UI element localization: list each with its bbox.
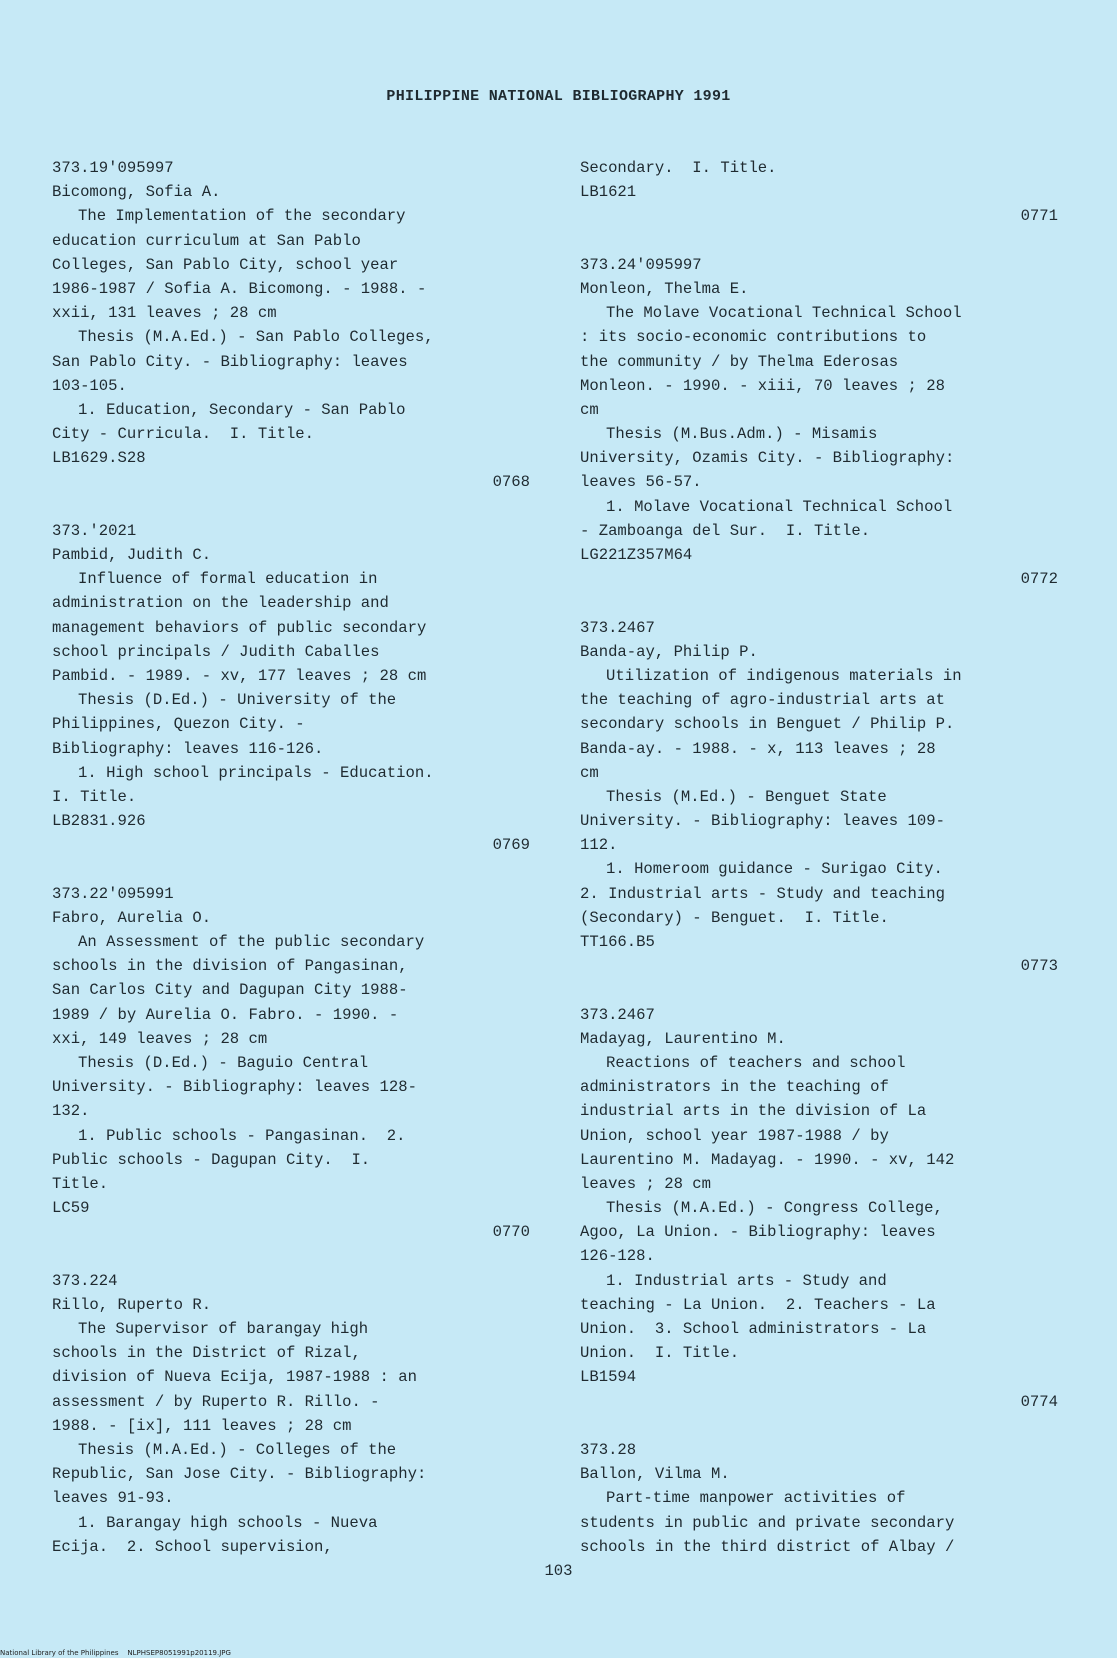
entry-line: 373.224 xyxy=(52,1271,118,1290)
entry-number: 0770 xyxy=(492,1223,530,1242)
entry-line: Public schools - Dagupan City. I. xyxy=(52,1150,371,1169)
entry-line: 2. Industrial arts - Study and teaching xyxy=(580,884,945,903)
entry-separator xyxy=(580,1414,1058,1438)
entry-line: Ballon, Vilma M. xyxy=(580,1465,730,1484)
footer-library: National Library of the Philippines xyxy=(0,1649,119,1657)
entry-line: 126-128. xyxy=(580,1247,655,1266)
entry-line: Madayag, Laurentino M. xyxy=(580,1029,786,1048)
entry-number: 0773 xyxy=(1020,957,1058,976)
entry-line: Laurentino M. Madayag. - 1990. - xv, 142 xyxy=(580,1150,955,1169)
entry-line: 1. Barangay high schools - Nueva xyxy=(78,1513,378,1532)
entry-line: The Supervisor of barangay high xyxy=(78,1320,369,1338)
entry-line: 1. Industrial arts - Study and xyxy=(606,1271,887,1290)
entry-line: management behaviors of public secondary xyxy=(52,618,427,637)
entry-line: education curriculum at San Pablo xyxy=(52,231,361,250)
entry-line: Monleon, Thelma E. xyxy=(580,279,749,298)
entry-line: Thesis (M.A.Ed.) - Colleges of the xyxy=(78,1440,397,1459)
entry-line: Title. xyxy=(52,1174,109,1193)
entry-line: Colleges, San Pablo City, school year xyxy=(52,255,399,274)
entry-line: Republic, San Jose City. - Bibliography: xyxy=(52,1465,427,1484)
entry-line: San Pablo City. - Bibliography: leaves xyxy=(52,352,408,371)
entry-line: 1. Public schools - Pangasinan. 2. xyxy=(78,1126,406,1145)
entry-line: Thesis (M.Bus.Adm.) - Misamis xyxy=(606,425,878,444)
entry-separator xyxy=(580,591,1058,615)
entry-line: Thesis (D.Ed.) - Baguio Central xyxy=(78,1053,369,1072)
entry-line: 112. xyxy=(580,836,618,855)
entry-line: Secondary. I. Title. xyxy=(580,159,777,177)
entry-line: administrators in the teaching of xyxy=(580,1078,889,1097)
entry-line: 1. Education, Secondary - San Pablo xyxy=(78,400,406,419)
entry-line: 1. Homeroom guidance - Surigao City. xyxy=(606,860,943,879)
entry-line: 1988. - [ix], 111 leaves ; 28 cm xyxy=(52,1416,352,1435)
scan-footer xyxy=(0,1649,231,1658)
entry-line: 373.24'095997 xyxy=(580,255,702,274)
entry-line: Union, school year 1987-1988 / by xyxy=(580,1126,889,1145)
entry-line: Bicomong, Sofia A. xyxy=(52,183,221,202)
entry-line: school principals / Judith Caballes xyxy=(52,642,380,661)
entry-line: secondary schools in Benguet / Philip P. xyxy=(580,715,955,734)
entry-line: leaves 56-57. xyxy=(580,473,702,492)
entry-line: 373.28 xyxy=(580,1440,637,1459)
entry-line: TT166.B5 xyxy=(580,933,655,951)
footer-file: NLPHSEP8051991p20119.JPG xyxy=(127,1649,231,1657)
entry-line: Union. I. Title. xyxy=(580,1344,740,1363)
entry-separator xyxy=(580,978,1058,1002)
entry-line: Pambid, Judith C. xyxy=(52,546,212,564)
entry-line: (Secondary) - Benguet. I. Title. xyxy=(580,908,889,927)
entry-line: 373.19'095997 xyxy=(52,159,174,177)
entry-line: Fabro, Aurelia O. xyxy=(52,908,212,927)
entry-line: 373.'2021 xyxy=(52,521,137,540)
entry-line: industrial arts in the division of La xyxy=(580,1102,927,1121)
entry-line: Bibliography: leaves 116-126. xyxy=(52,739,324,758)
entry-separator xyxy=(52,495,530,519)
entry-line: 373.2467 xyxy=(580,1005,655,1024)
entry-line: Thesis (D.Ed.) - University of the xyxy=(78,691,397,710)
entry-line: cm xyxy=(580,400,599,419)
entry-line: schools in the division of Pangasinan, xyxy=(52,957,408,976)
entry-line: 373.22'095991 xyxy=(52,884,174,903)
entry-line: Utilization of indigenous materials in xyxy=(606,666,962,685)
entry-separator xyxy=(52,1244,530,1268)
entry-line: Monleon. - 1990. - xiii, 70 leaves ; 28 xyxy=(580,376,945,395)
entry-line: The Molave Vocational Technical School xyxy=(606,304,962,323)
entry-line: students in public and private secondary xyxy=(580,1513,955,1532)
entry-line: 103-105. xyxy=(52,376,127,395)
entry-line: University. - Bibliography: leaves 128- xyxy=(52,1078,417,1097)
entry-line: the teaching of agro-industrial arts at xyxy=(580,691,945,710)
entry-number: 0768 xyxy=(492,473,530,492)
page-header: PHILIPPINE NATIONAL BIBLIOGRAPHY 1991 xyxy=(386,88,731,105)
entry-line: 132. xyxy=(52,1102,90,1121)
entry-line: Influence of formal education in xyxy=(78,570,378,589)
entry-line: LB1594 xyxy=(580,1368,637,1387)
entry-line: University. - Bibliography: leaves 109- xyxy=(580,812,945,831)
entry-line: cm xyxy=(580,763,599,782)
entry-line: Philippines, Quezon City. - xyxy=(52,715,305,734)
entry-separator xyxy=(52,857,530,881)
entry-number: 0774 xyxy=(1020,1392,1058,1411)
entry-line: An Assessment of the public secondary xyxy=(78,933,425,951)
entry-line: division of Nueva Ecija, 1987-1988 : an xyxy=(52,1368,417,1387)
entry-line: LB1621 xyxy=(580,183,637,202)
entry-line: 1989 / by Aurelia O. Fabro. - 1990. - xyxy=(52,1005,399,1024)
entry-line: the community / by Thelma Ederosas xyxy=(580,352,899,371)
entry-number: 0769 xyxy=(492,836,530,855)
entry-number: 0771 xyxy=(1020,207,1058,226)
entry-line: Thesis (M.Ed.) - Benguet State xyxy=(606,787,887,806)
entry-separator xyxy=(580,229,1058,253)
entry-line: administration on the leadership and xyxy=(52,594,389,613)
entry-line: 1. Molave Vocational Technical School xyxy=(606,497,953,516)
entry-line: leaves ; 28 cm xyxy=(580,1174,712,1193)
entry-line: Banda-ay. - 1988. - x, 113 leaves ; 28 xyxy=(580,739,936,758)
entry-line: City - Curricula. I. Title. xyxy=(52,425,315,444)
entry-line: The Implementation of the secondary xyxy=(78,207,406,226)
entry-line: teaching - La Union. 2. Teachers - La xyxy=(580,1295,936,1314)
entry-line: : its socio-economic contributions to xyxy=(580,328,927,347)
entry-line: Pambid. - 1989. - xv, 177 leaves ; 28 cm xyxy=(52,666,427,685)
entry-line: assessment / by Ruperto R. Rillo. - xyxy=(52,1392,380,1411)
entry-line: 373.2467 xyxy=(580,618,655,637)
entry-line: Ecija. 2. School supervision, xyxy=(52,1537,333,1556)
entry-line: I. Title. xyxy=(52,787,137,806)
entry-line: Part-time manpower activities of xyxy=(606,1489,906,1508)
entry-number: 0772 xyxy=(1020,570,1058,589)
entry-line: leaves 91-93. xyxy=(52,1489,174,1508)
entry-line: LG221Z357M64 xyxy=(580,546,693,564)
entry-line: 1986-1987 / Sofia A. Bicomong. - 1988. - xyxy=(52,279,427,298)
right-column xyxy=(580,156,1058,1559)
page-number: 103 xyxy=(544,1562,573,1580)
entry-line: - Zamboanga del Sur. I. Title. xyxy=(580,521,871,540)
entry-line: schools in the District of Rizal, xyxy=(52,1344,361,1363)
entry-line: LB1629.S28 xyxy=(52,449,146,468)
entry-line: xxii, 131 leaves ; 28 cm xyxy=(52,304,277,323)
entry-line: University, Ozamis City. - Bibliography: xyxy=(580,449,955,468)
entry-line: Banda-ay, Philip P. xyxy=(580,642,758,661)
entry-line: 1. High school principals - Education. xyxy=(78,763,434,782)
entry-line: LB2831.926 xyxy=(52,812,146,831)
entry-line: Agoo, La Union. - Bibliography: leaves xyxy=(580,1223,936,1242)
entry-line: Rillo, Ruperto R. xyxy=(52,1295,212,1314)
entry-line: xxi, 149 leaves ; 28 cm xyxy=(52,1029,268,1048)
entry-line: LC59 xyxy=(52,1199,90,1218)
entry-line: Thesis (M.A.Ed.) - San Pablo Colleges, xyxy=(78,328,434,347)
entry-line: Reactions of teachers and school xyxy=(606,1053,906,1072)
entry-line: schools in the third district of Albay / xyxy=(580,1537,955,1556)
entry-line: San Carlos City and Dagupan City 1988- xyxy=(52,981,408,1000)
entry-line: Union. 3. School administrators - La xyxy=(580,1320,927,1338)
entry-line: Thesis (M.A.Ed.) - Congress College, xyxy=(606,1199,943,1218)
left-column xyxy=(52,156,530,1559)
